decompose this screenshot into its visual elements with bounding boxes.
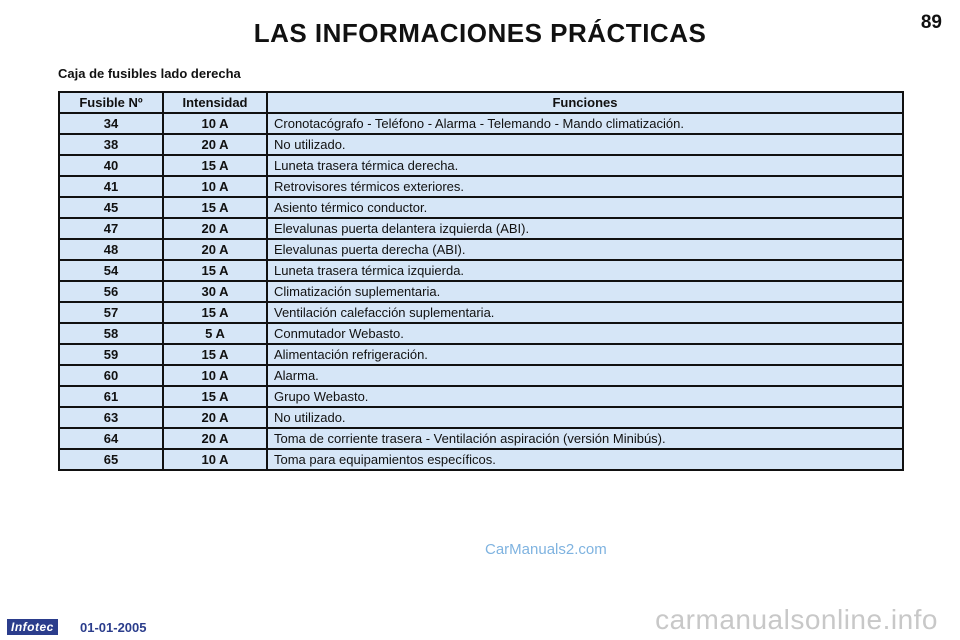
function-cell: Conmutador Webasto. — [267, 323, 903, 344]
table-row — [59, 344, 903, 365]
table-row — [59, 113, 903, 134]
fuse-number-cell: 60 — [59, 365, 163, 386]
fuse-number-cell: 65 — [59, 449, 163, 470]
fuse-number-cell: 34 — [59, 113, 163, 134]
function-cell: Elevalunas puerta derecha (ABI). — [267, 239, 903, 260]
column-header-functions: Funciones — [267, 92, 903, 113]
page-title: LAS INFORMACIONES PRÁCTICAS — [253, 18, 707, 48]
intensity-cell: 10 A — [163, 113, 267, 134]
function-cell: Retrovisores térmicos exteriores. — [267, 176, 903, 197]
table-row — [59, 134, 903, 155]
table-row — [59, 155, 903, 176]
function-cell: Ventilación calefacción suplementaria. — [267, 302, 903, 323]
fuse-number-cell: 63 — [59, 407, 163, 428]
table-body — [59, 113, 903, 470]
function-cell: Luneta trasera térmica izquierda. — [267, 260, 903, 281]
fuse-number-cell: 64 — [59, 428, 163, 449]
table-row — [59, 323, 903, 344]
function-cell: No utilizado. — [267, 407, 903, 428]
intensity-cell: 20 A — [163, 218, 267, 239]
fuse-number-cell: 47 — [59, 218, 163, 239]
intensity-cell: 10 A — [163, 365, 267, 386]
intensity-cell: 15 A — [163, 155, 267, 176]
table-row — [59, 218, 903, 239]
fuse-number-cell: 56 — [59, 281, 163, 302]
table-row — [59, 428, 903, 449]
function-cell: Alimentación refrigeración. — [267, 344, 903, 365]
intensity-cell: 10 A — [163, 176, 267, 197]
site-watermark: carmanualsonline.info — [655, 604, 938, 635]
section-title: Caja de fusibles lado derecha — [58, 66, 241, 81]
intensity-cell: 5 A — [163, 323, 267, 344]
fuse-number-cell: 48 — [59, 239, 163, 260]
carmanuals-watermark: CarManuals2.com — [485, 541, 607, 558]
table-row — [59, 281, 903, 302]
table-row — [59, 407, 903, 428]
table-row — [59, 260, 903, 281]
fuse-number-cell: 57 — [59, 302, 163, 323]
intensity-cell: 30 A — [163, 281, 267, 302]
table-header-row — [59, 92, 903, 113]
function-cell: Grupo Webasto. — [267, 386, 903, 407]
intensity-cell: 20 A — [163, 239, 267, 260]
page-number: 89 — [920, 12, 942, 33]
footer-date: 01-01-2005 — [80, 620, 147, 635]
fuse-table — [58, 91, 904, 471]
intensity-cell: 15 A — [163, 197, 267, 218]
function-cell: Cronotacógrafo - Teléfono - Alarma - Telemando - Mando climatización. — [267, 113, 903, 134]
function-cell: Climatización suplementaria. — [267, 281, 903, 302]
intensity-cell: 15 A — [163, 260, 267, 281]
table-row — [59, 239, 903, 260]
intensity-cell: 15 A — [163, 302, 267, 323]
table-row — [59, 197, 903, 218]
function-cell: Asiento térmico conductor. — [267, 197, 903, 218]
column-header-fuse: Fusible Nº — [59, 92, 163, 113]
intensity-cell: 15 A — [163, 344, 267, 365]
intensity-cell: 20 A — [163, 428, 267, 449]
table-row — [59, 365, 903, 386]
table-row — [59, 449, 903, 470]
intensity-cell: 20 A — [163, 134, 267, 155]
fuse-number-cell: 59 — [59, 344, 163, 365]
function-cell: Toma de corriente trasera - Ventilación aspiración (versión Minibús). — [267, 428, 903, 449]
function-cell: Luneta trasera térmica derecha. — [267, 155, 903, 176]
fuse-number-cell: 38 — [59, 134, 163, 155]
intensity-cell: 10 A — [163, 449, 267, 470]
fuse-number-cell: 61 — [59, 386, 163, 407]
table-row — [59, 386, 903, 407]
function-cell: No utilizado. — [267, 134, 903, 155]
table-row — [59, 302, 903, 323]
fuse-number-cell: 45 — [59, 197, 163, 218]
function-cell: Toma para equipamientos específicos. — [267, 449, 903, 470]
fuse-number-cell: 58 — [59, 323, 163, 344]
function-cell: Alarma. — [267, 365, 903, 386]
fuse-number-cell: 41 — [59, 176, 163, 197]
fuse-number-cell: 40 — [59, 155, 163, 176]
column-header-intensity: Intensidad — [163, 92, 267, 113]
intensity-cell: 20 A — [163, 407, 267, 428]
fuse-number-cell: 54 — [59, 260, 163, 281]
infotec-logo: Infotec — [7, 619, 58, 635]
intensity-cell: 15 A — [163, 386, 267, 407]
function-cell: Elevalunas puerta delantera izquierda (ABI). — [267, 218, 903, 239]
table-row — [59, 176, 903, 197]
